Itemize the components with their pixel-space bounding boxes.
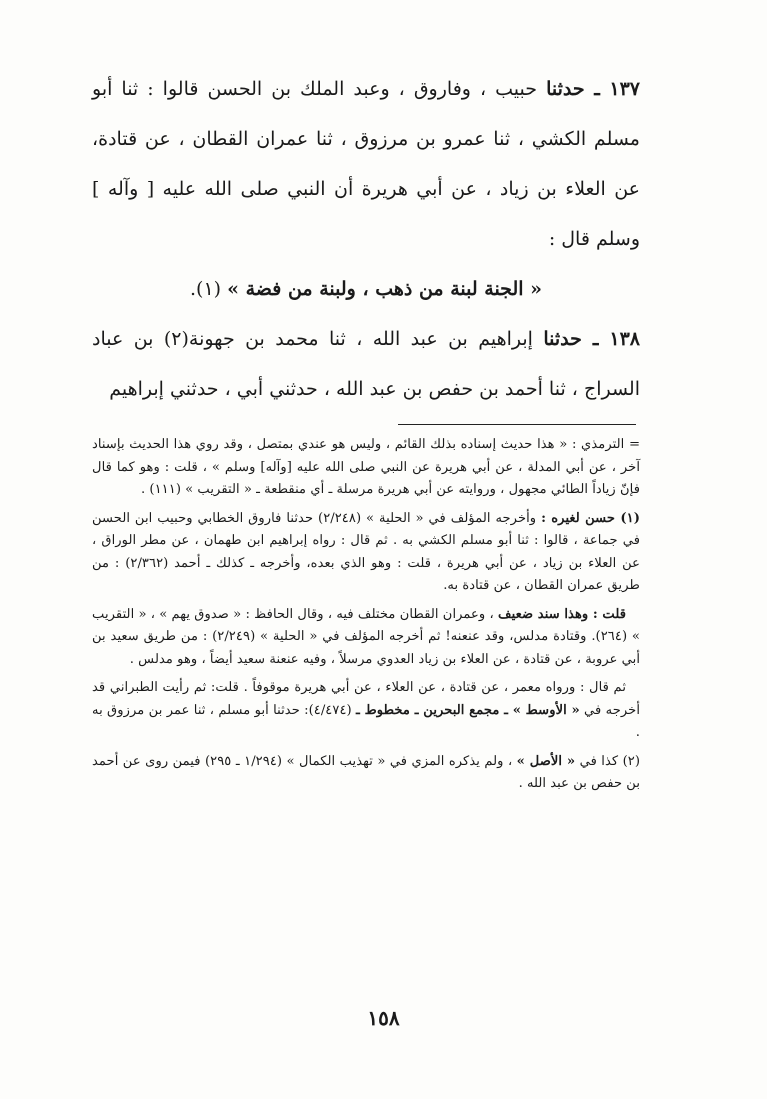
footnote-1-text: وأخرجه المؤلف في « الحلية » (٢/٢٤٨) حدثنا فاروق الخطابي وحبيب ابن الحسن في جماعة ، قالوا : ثنا أبو مسلم الكشي به . ثم قال : رواه إبراهيم ابن طهمان ، عن مطر الوراق ، عن العلاء بن زياد ، عن أبي هريرة ، قلت : وهو الذي بعده، وأخرجه ـ كذلك ـ أحمد (٢/٣٦٢) : من طريق عمران القطان ، عن قتادة به.	[92, 510, 641, 593]
hadith-137-number: ١٣٧ ـ حدثنا	[546, 78, 640, 100]
hadith-137-footnote-ref: (١).	[189, 278, 228, 300]
footnote-1-addendum-source: « الأوسط » ـ مجمع البحرين ـ مخطوط ـ	[356, 702, 580, 718]
footnote-continuation: = الترمذي : « هذا حديث إسناده بذلك القائم ، وليس هو عندي بمتصل ، وقد روي هذا الحديث بإسناد آخر ، عن أبي المدلة ، عن أبي هريرة عن النبي صلى الله عليه [وآله] وسلم » ، قلت : وهو كما قال فإنّ زياداً الطائي مجهول ، وروايته عن أبي هريرة مرسلة ـ أي منقطعة ـ « التقريب » (١١١) .	[92, 437, 640, 497]
footnote-1-addendum	[92, 677, 640, 745]
page-number: ١٥٨	[367, 1006, 400, 1030]
footnote-1-comment-text: ، وعمران القطان مختلف فيه ، وقال الحافظ : « صدوق يهم » ، « التقريب » (٢٦٤). وقتادة مدلس، وقد عنعنه! ثم أخرجه المؤلف في « الحلية » (٢/٢٤٩) : من طريق سعيد بن أبي عروبة ، عن قتادة ، عن العلاء بن زياد العدوي مرسلاً ، وفيه عنعنة سعيد أيضاً ، وهو مدلس .	[92, 606, 640, 667]
footnote-2-a: (٢) كذا في	[575, 753, 640, 769]
main-text	[92, 64, 640, 414]
hadith-138	[92, 314, 640, 414]
hadith-138-isnad: إبراهيم بن عبد الله ، ثنا محمد بن جهونة(٢) بن عباد السراج ، ثنا أحمد بن حفص بن عبد الله ، حدثني أبي ، حدثني إبراهيم	[92, 328, 640, 400]
footnote-separator	[398, 424, 636, 425]
footnote-1-label: (١) حسن لغيره :	[541, 510, 640, 526]
footnote-1	[92, 508, 640, 598]
hadith-137	[92, 64, 640, 264]
hadith-137-matn: « الجنة لبنة من ذهب ، ولبنة من فضة »	[227, 278, 543, 300]
footnotes	[92, 434, 640, 802]
footnote-2	[92, 751, 640, 796]
hadith-137-matn-line	[92, 264, 640, 314]
footnote-1-comment	[92, 604, 640, 672]
footnote-1-comment-label: قلت : وهذا سند ضعيف	[497, 606, 626, 622]
hadith-137-isnad: حبيب ، وفاروق ، وعبد الملك بن الحسن قالوا : ثنا أبو مسلم الكشي ، ثنا عمرو بن مرزوق ، ثنا عمران القطان ، عن قتادة، عن العلاء بن زياد ، عن أبي هريرة أن النبي صلى الله عليه [ وآله ] وسلم قال :	[92, 78, 640, 250]
footnote-2-b: ، ولم يذكره المزي في « تهذيب الكمال » (١/٢٩٤ ـ ٢٩٥) فيمن روى عن أحمد بن حفص بن عبد الله .	[92, 753, 640, 791]
hadith-138-number: ١٣٨ ـ حدثنا	[543, 328, 640, 350]
footnote-1-addendum-a: ثم قال : ورواه معمر ، عن قتادة ، عن العلاء ، عن أبي هريرة موقوفاً . قلت: ثم رأيت الطبراني قد أخرجه في	[92, 680, 640, 718]
footnote-1-addendum-b: (٤/٤٧٤): حدثنا أبو مسلم ، ثنا عمر بن مرزوق به .	[92, 702, 640, 740]
footnote-2-source: « الأصل »	[516, 753, 576, 769]
